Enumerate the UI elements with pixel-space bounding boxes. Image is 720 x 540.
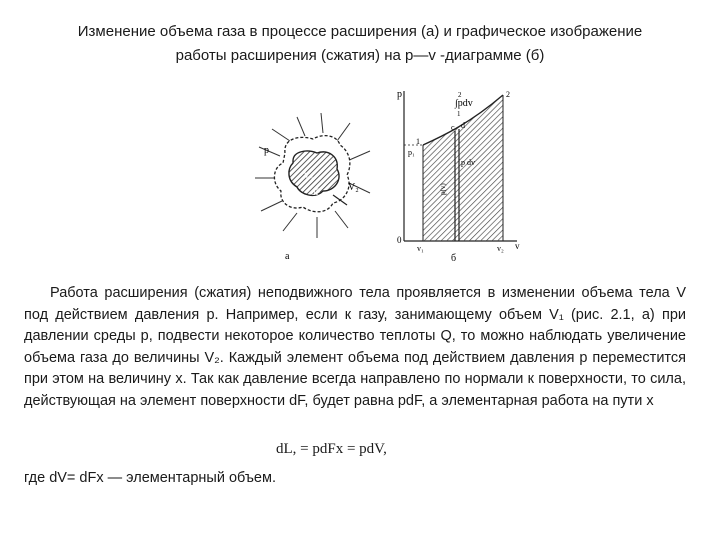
paragraph-line-2: объема тела V под действием давления р. Например, если к газу, занимающему [24,285,686,323]
fig-b-int-top: 2 [458,91,462,99]
fig-b-origin: 0 [397,235,402,245]
fig-a-label-v1: V₁ [303,170,314,181]
fig-a-caption: а [285,251,290,262]
fig-b-label-p: p [397,89,402,100]
page-title [40,20,680,68]
definition-line: где dV= dFx — элементарный объем. [24,470,276,486]
body-paragraph [24,283,686,412]
fig-b-point2: 2 [506,90,510,99]
fig-b-pdv: p dv [461,158,475,167]
figure-b [397,89,520,264]
fig-b-v2: v₂ [497,244,504,253]
fig-b-int-expr: ∫pdv [455,98,473,109]
fig-b-pt-d: d [461,121,465,130]
fig-b-pt-c: c [451,123,455,132]
figure-a [255,113,370,262]
fig-a-label-p: p [264,145,269,156]
paragraph-line-7: элемент поверхности dF, будет равна рdF, а элементарная работа на пути х [140,392,654,409]
fig-b-v1: v₁ [417,244,424,253]
fig-b-int-bottom: 1 [457,110,461,118]
fig-b-p1: p₁ [408,148,415,157]
paragraph-line-1: Работа расширения (сжатия) неподвижного тела проявляется в изменении [50,285,575,301]
fig-a-label-df: dF [311,187,321,197]
figure-svg [225,83,525,268]
paragraph-line-6: давление всегда направлено по нормали к поверхности, то сила, действующая на [24,371,686,409]
fig-b-point1: 1 [416,137,420,146]
figure [225,83,525,268]
fig-b-caption: б [451,253,457,264]
paragraph-line-5: объема под действием давления р переместится при этом на величину х. Так как [24,349,687,387]
paragraph-line-3: объем V₁ (рис. 2.1, а) при давлении среды р, подвести некоторое количество теплоты [24,306,686,344]
fig-b-pv: p(v) [439,183,447,195]
work-area [423,95,503,241]
paragraph-line-4: Q, то можно наблюдать увеличение объема газа до величины V₂. Каждый элемент [24,328,686,366]
title-line-1: Изменение объема газа в процессе расширения (а) и графическое изображение [77,23,643,40]
work-formula: dL, = pdFx = pdV, [276,441,387,457]
fig-b-label-v: v [515,241,520,251]
title-line-2: работы расширения (сжатия) на p—v -диаграмме (б) [175,47,545,64]
fig-a-label-v2: V₂ [348,182,359,193]
